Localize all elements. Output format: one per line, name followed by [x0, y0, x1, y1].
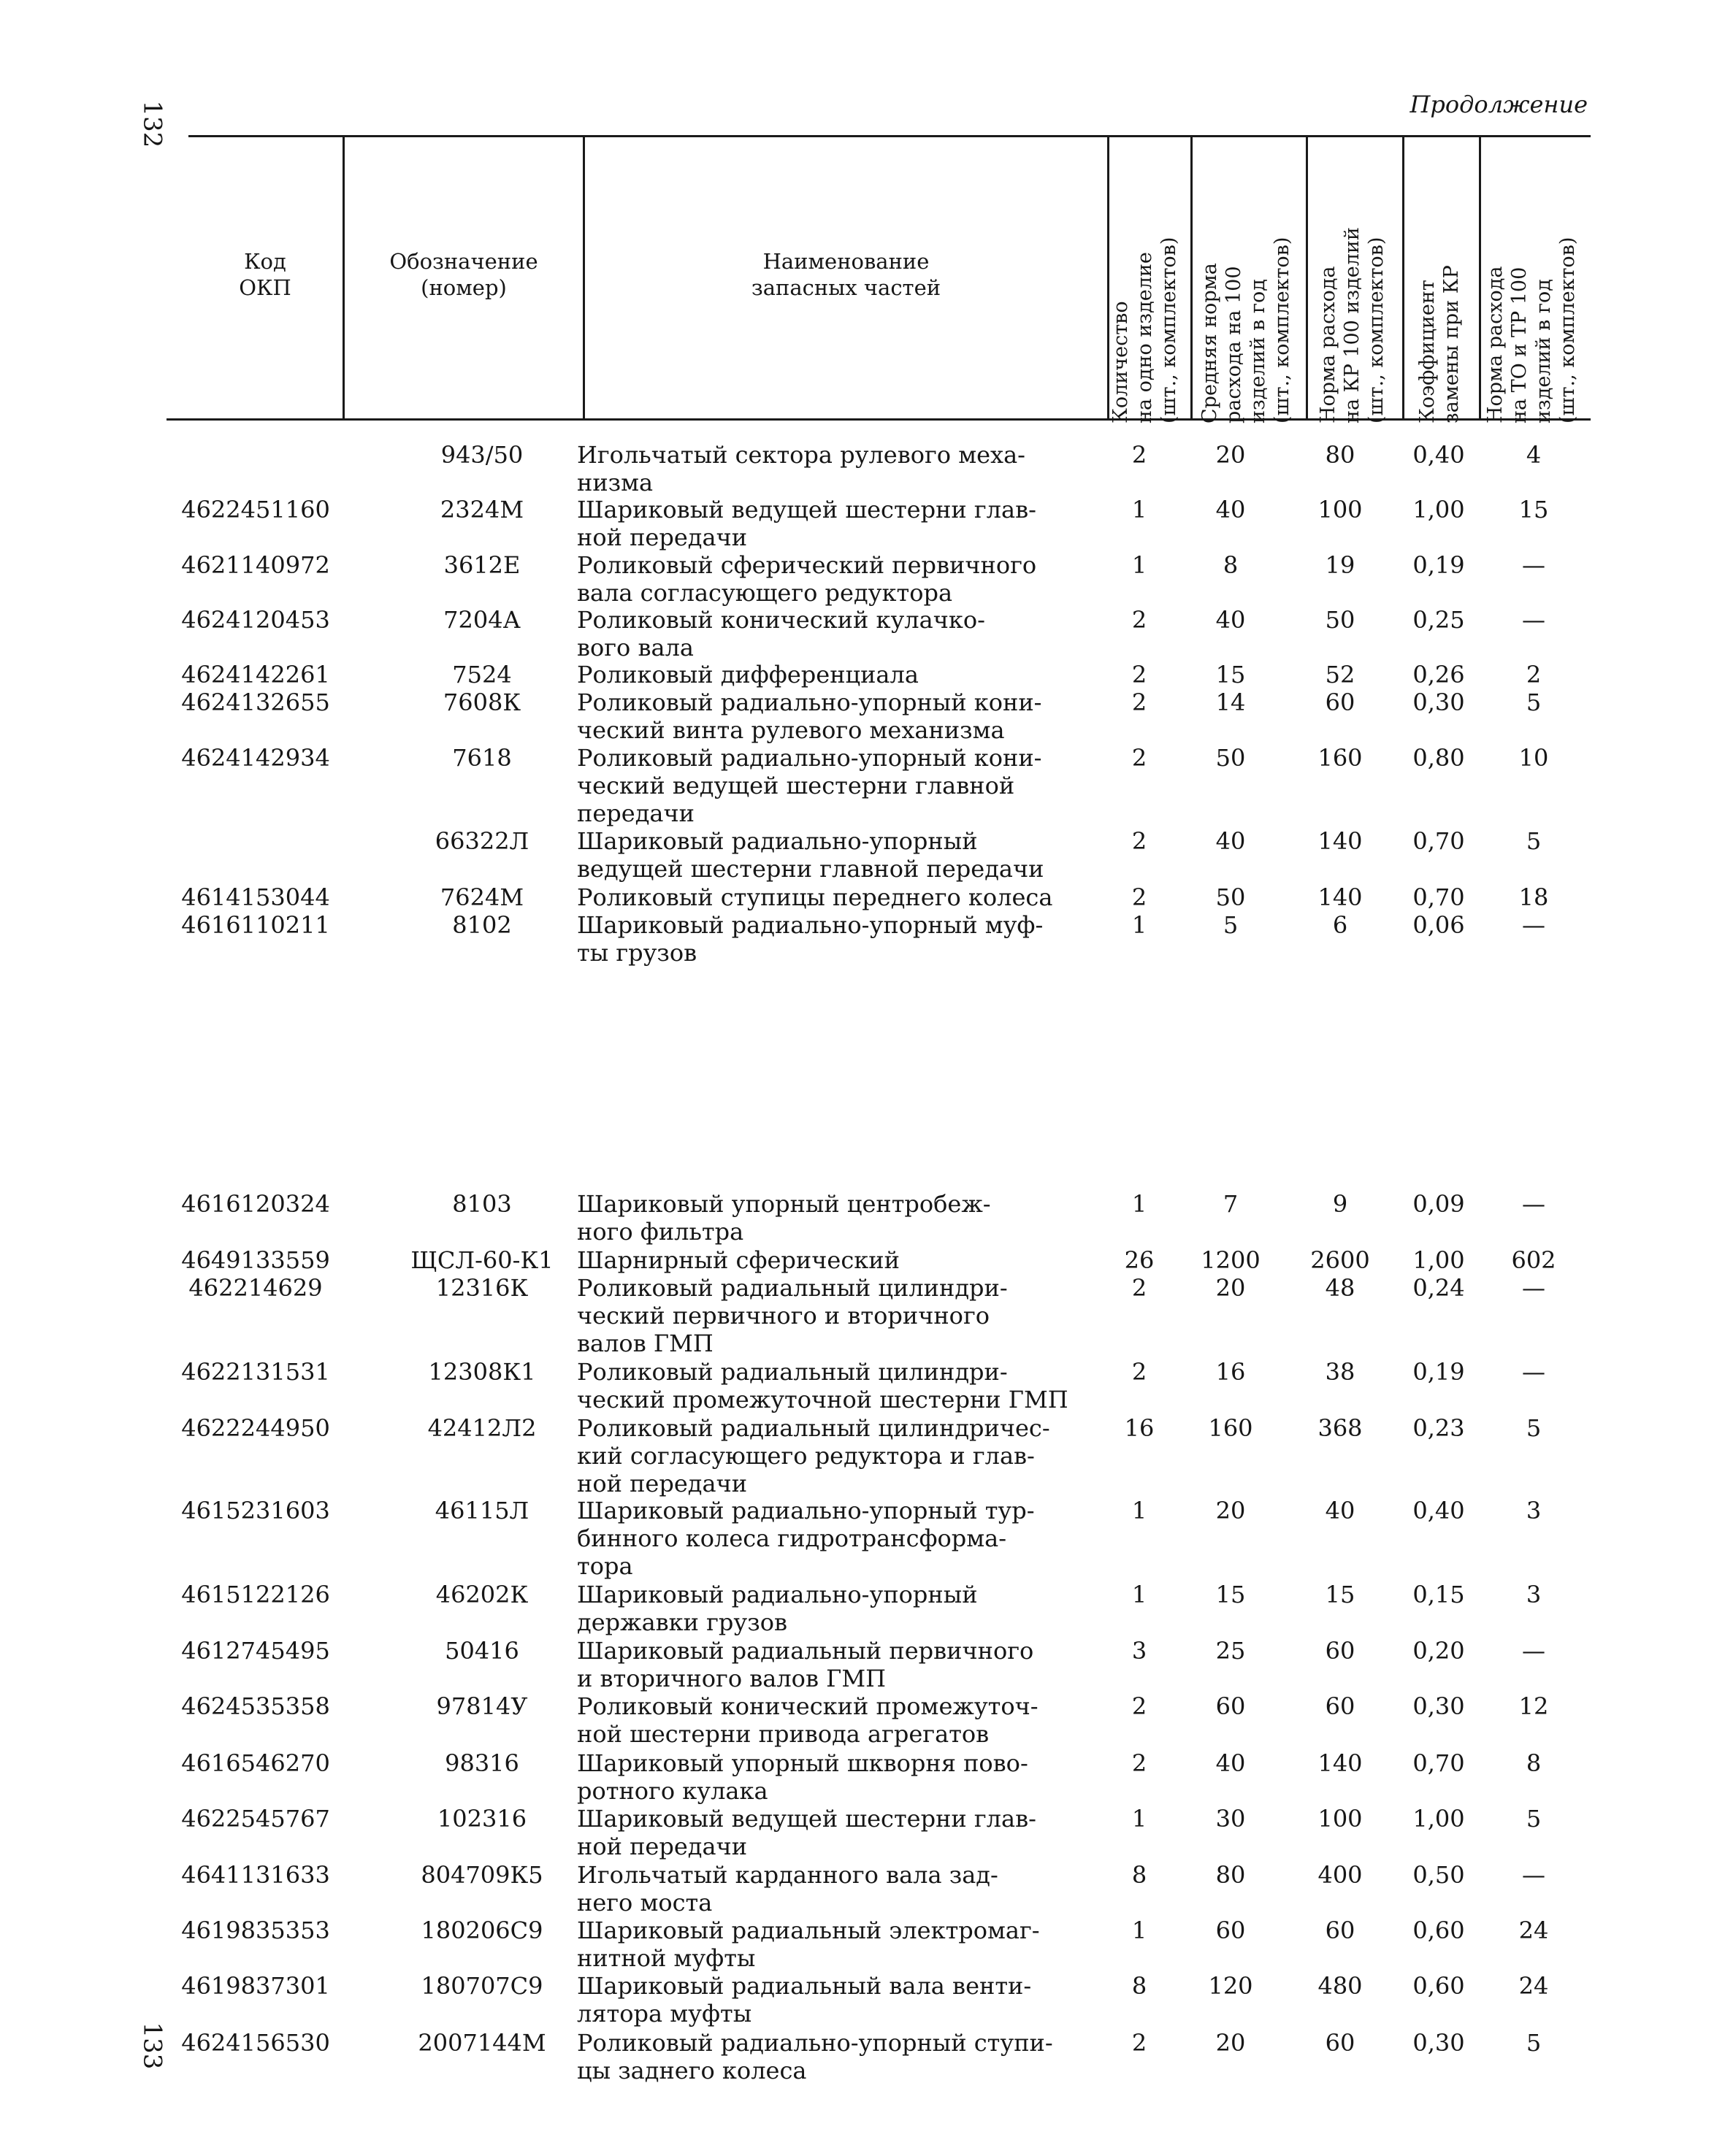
designation-cell: 46202К — [435, 1581, 529, 1608]
part-name-cell: Шариковый ведущей шестерни глав- ной передачи — [577, 496, 1036, 551]
designation-cell: 2324М — [440, 496, 524, 523]
to-norm-cell: 12 — [1518, 1692, 1549, 1720]
quantity-cell: 8 — [1131, 1861, 1147, 1889]
quantity-cell: 2 — [1131, 883, 1147, 911]
part-name-cell: Шариковый радиально-упорный державки грузов — [577, 1581, 978, 1636]
part-name-cell: Роликовый радиальный цилиндричес- кий согласующего редуктора и глав- ной передачи — [577, 1414, 1050, 1497]
quantity-cell: 1 — [1131, 496, 1147, 523]
average-norm-cell: 40 — [1215, 827, 1246, 855]
header-quantity: Количество на одно изделие (шт., комплектов) — [1109, 237, 1180, 423]
average-norm-cell: 25 — [1215, 1637, 1246, 1665]
quantity-cell: 2 — [1131, 441, 1147, 469]
part-name-cell: Роликовый сферический первичного вала согласующего редуктора — [577, 551, 1037, 607]
kr-norm-cell: 140 — [1317, 1749, 1363, 1777]
kr-norm-cell: 140 — [1317, 883, 1363, 911]
part-name-cell: Роликовый конический промежуточ- ной шестерни привода агрегатов — [577, 1692, 1039, 1748]
kr-norm-cell: 2600 — [1310, 1246, 1370, 1274]
designation-cell: 2007144М — [418, 2029, 546, 2057]
replacement-coefficient-cell: 0,30 — [1412, 1692, 1465, 1720]
kr-norm-cell: 9 — [1332, 1190, 1348, 1218]
average-norm-cell: 20 — [1215, 441, 1246, 469]
to-norm-cell: 5 — [1526, 827, 1542, 855]
header-divider — [1402, 135, 1404, 420]
kr-norm-cell: 160 — [1317, 744, 1363, 772]
designation-cell: 102316 — [437, 1805, 527, 1833]
designation-cell: 943/50 — [440, 441, 524, 469]
quantity-cell: 1 — [1131, 911, 1147, 939]
kr-norm-cell: 60 — [1325, 1637, 1355, 1665]
okp-code-cell: 4624142261 — [181, 661, 330, 688]
to-norm-cell: 602 — [1511, 1246, 1556, 1274]
part-name-cell: Шариковый радиальный вала венти- лятора муфты — [577, 1972, 1032, 2028]
designation-cell: 7624М — [440, 883, 524, 911]
header-kr-norm: Норма расхода на КР 100 изделий (шт., комплектов) — [1317, 227, 1388, 423]
part-name-cell: Роликовый ступицы переднего колеса — [577, 883, 1053, 911]
designation-cell: 12308К1 — [428, 1358, 536, 1386]
average-norm-cell: 50 — [1215, 883, 1246, 911]
header-code: Код ОКП — [239, 249, 291, 300]
part-name-cell: Шариковый радиально-упорный ведущей шестерни главной передачи — [577, 827, 1044, 883]
average-norm-cell: 160 — [1208, 1414, 1253, 1442]
quantity-cell: 2 — [1131, 744, 1147, 772]
to-norm-cell: — — [1522, 1190, 1545, 1218]
header-divider — [1479, 135, 1481, 420]
replacement-coefficient-cell: 0,24 — [1412, 1274, 1465, 1302]
part-name-cell: Роликовый радиально-упорный ступи- цы заднего колеса — [577, 2029, 1053, 2084]
okp-code-cell: 4622244950 — [181, 1414, 330, 1442]
okp-code-cell: 4622451160 — [181, 496, 330, 523]
designation-cell: 7608К — [443, 688, 521, 716]
average-norm-cell: 5 — [1223, 911, 1239, 939]
replacement-coefficient-cell: 0,26 — [1412, 661, 1465, 688]
average-norm-cell: 120 — [1208, 1972, 1253, 2000]
replacement-coefficient-cell: 0,80 — [1412, 744, 1465, 772]
replacement-coefficient-cell: 0,50 — [1412, 1861, 1465, 1889]
average-norm-cell: 20 — [1215, 1497, 1246, 1524]
replacement-coefficient-cell: 0,60 — [1412, 1972, 1465, 2000]
header-coefficient: Коэффициент замены при КР — [1416, 265, 1463, 423]
designation-cell: 8102 — [452, 911, 512, 939]
to-norm-cell: — — [1522, 551, 1545, 579]
to-norm-cell: 15 — [1518, 496, 1549, 523]
header-to-norm: Норма расхода на ТО и ТР 100 изделий в год (шт., комплектов) — [1484, 237, 1579, 423]
replacement-coefficient-cell: 1,00 — [1412, 496, 1465, 523]
header-designation: Обозначение (номер) — [389, 249, 538, 300]
okp-code-cell: 4616110211 — [181, 911, 330, 939]
to-norm-cell: 10 — [1518, 744, 1549, 772]
kr-norm-cell: 100 — [1317, 496, 1363, 523]
kr-norm-cell: 6 — [1332, 911, 1348, 939]
designation-cell: 66322Л — [435, 827, 529, 855]
part-name-cell: Игольчатый карданного вала зад- него моста — [577, 1861, 998, 1917]
designation-cell: 50416 — [445, 1637, 519, 1665]
kr-norm-cell: 100 — [1317, 1805, 1363, 1833]
quantity-cell: 2 — [1131, 1692, 1147, 1720]
designation-cell: 804709К5 — [421, 1861, 543, 1889]
quantity-cell: 1 — [1131, 551, 1147, 579]
kr-norm-cell: 140 — [1317, 827, 1363, 855]
kr-norm-cell: 60 — [1325, 688, 1355, 716]
average-norm-cell: 14 — [1215, 688, 1246, 716]
average-norm-cell: 40 — [1215, 1749, 1246, 1777]
quantity-cell: 2 — [1131, 827, 1147, 855]
header-divider — [1190, 135, 1193, 420]
kr-norm-cell: 400 — [1317, 1861, 1363, 1889]
to-norm-cell: — — [1522, 1358, 1545, 1386]
replacement-coefficient-cell: 0,70 — [1412, 883, 1465, 911]
replacement-coefficient-cell: 0,40 — [1412, 1497, 1465, 1524]
part-name-cell: Шариковый радиально-упорный муф- ты грузов — [577, 911, 1044, 967]
designation-cell: 98316 — [445, 1749, 519, 1777]
replacement-coefficient-cell: 0,06 — [1412, 911, 1465, 939]
kr-norm-cell: 40 — [1325, 1497, 1355, 1524]
to-norm-cell: 2 — [1526, 661, 1542, 688]
designation-cell: ЩСЛ-60-К1 — [410, 1246, 554, 1274]
right-page-number: 133 — [137, 2022, 167, 2070]
to-norm-cell: 8 — [1526, 1749, 1542, 1777]
quantity-cell: 8 — [1131, 1972, 1147, 2000]
part-name-cell: Шариковый радиальный электромаг- нитной муфты — [577, 1917, 1040, 1972]
average-norm-cell: 16 — [1215, 1358, 1246, 1386]
designation-cell: 12316К — [435, 1274, 529, 1302]
quantity-cell: 2 — [1131, 1274, 1147, 1302]
kr-norm-cell: 15 — [1325, 1581, 1355, 1608]
replacement-coefficient-cell: 0,09 — [1412, 1190, 1465, 1218]
okp-code-cell: 4624120453 — [181, 606, 330, 634]
quantity-cell: 2 — [1131, 688, 1147, 716]
header-average-norm: Средняя норма расхода на 100 изделий в год (шт., комплектов) — [1198, 237, 1293, 423]
okp-code-cell: 4624142934 — [181, 744, 330, 772]
quantity-cell: 1 — [1131, 1917, 1147, 1944]
part-name-cell: Шариковый упорный центробеж- ного фильтра — [577, 1190, 991, 1246]
designation-cell: 7204А — [443, 606, 521, 634]
kr-norm-cell: 38 — [1325, 1358, 1355, 1386]
replacement-coefficient-cell: 1,00 — [1412, 1246, 1465, 1274]
okp-code-cell: 4615122126 — [181, 1581, 330, 1608]
quantity-cell: 2 — [1131, 606, 1147, 634]
replacement-coefficient-cell: 0,40 — [1412, 441, 1465, 469]
replacement-coefficient-cell: 0,23 — [1412, 1414, 1465, 1442]
quantity-cell: 1 — [1131, 1581, 1147, 1608]
kr-norm-cell: 50 — [1325, 606, 1355, 634]
replacement-coefficient-cell: 0,25 — [1412, 606, 1465, 634]
okp-code-cell: 4622131531 — [181, 1358, 330, 1386]
quantity-cell: 1 — [1131, 1805, 1147, 1833]
okp-code-cell: 4619837301 — [181, 1972, 330, 2000]
okp-code-cell: 4616120324 — [181, 1190, 330, 1218]
part-name-cell: Роликовый радиально-упорный кони- ческий винта рулевого механизма — [577, 688, 1042, 744]
average-norm-cell: 20 — [1215, 2029, 1246, 2057]
part-name-cell: Роликовый радиальный цилиндри- ческий промежуточной шестерни ГМП — [577, 1358, 1068, 1413]
average-norm-cell: 50 — [1215, 744, 1246, 772]
designation-cell: 97814У — [436, 1692, 528, 1720]
kr-norm-cell: 52 — [1325, 661, 1355, 688]
to-norm-cell: 18 — [1518, 883, 1549, 911]
kr-norm-cell: 60 — [1325, 1692, 1355, 1720]
okp-code-cell: 4614153044 — [181, 883, 330, 911]
to-norm-cell: — — [1522, 1637, 1545, 1665]
average-norm-cell: 8 — [1223, 551, 1239, 579]
designation-cell: 7524 — [452, 661, 512, 688]
kr-norm-cell: 60 — [1325, 2029, 1355, 2057]
replacement-coefficient-cell: 0,15 — [1412, 1581, 1465, 1608]
quantity-cell: 3 — [1131, 1637, 1147, 1665]
to-norm-cell: 24 — [1518, 1917, 1549, 1944]
part-name-cell: Шариковый радиально-упорный тур- бинного колеса гидротрансформа- тора — [577, 1497, 1035, 1580]
to-norm-cell: 5 — [1526, 1805, 1542, 1833]
part-name-cell: Роликовый радиально-упорный кони- ческий ведущей шестерни главной передачи — [577, 744, 1042, 827]
to-norm-cell: 3 — [1526, 1497, 1542, 1524]
part-name-cell: Роликовый конический кулачко- вого вала — [577, 606, 985, 661]
part-name-cell: Шариковый ведущей шестерни глав- ной передачи — [577, 1805, 1036, 1860]
average-norm-cell: 40 — [1215, 606, 1246, 634]
kr-norm-cell: 60 — [1325, 1917, 1355, 1944]
average-norm-cell: 80 — [1215, 1861, 1246, 1889]
to-norm-cell: 24 — [1518, 1972, 1549, 2000]
okp-code-cell: 462214629 — [188, 1274, 323, 1302]
designation-cell: 180206С9 — [421, 1917, 543, 1944]
average-norm-cell: 30 — [1215, 1805, 1246, 1833]
okp-code-cell: 4615231603 — [181, 1497, 330, 1524]
okp-code-cell: 4612745495 — [181, 1637, 330, 1665]
designation-cell: 46115Л — [435, 1497, 529, 1524]
to-norm-cell: — — [1522, 911, 1545, 939]
replacement-coefficient-cell: 0,19 — [1412, 551, 1465, 579]
okp-code-cell: 4624535358 — [181, 1692, 330, 1720]
designation-cell: 3612Е — [443, 551, 521, 579]
kr-norm-cell: 368 — [1317, 1414, 1363, 1442]
to-norm-cell: — — [1522, 606, 1545, 634]
average-norm-cell: 7 — [1223, 1190, 1239, 1218]
okp-code-cell: 4619835353 — [181, 1917, 330, 1944]
replacement-coefficient-cell: 0,70 — [1412, 1749, 1465, 1777]
replacement-coefficient-cell: 0,30 — [1412, 688, 1465, 716]
header-name: Наименование запасных частей — [751, 249, 941, 300]
quantity-cell: 2 — [1131, 1749, 1147, 1777]
quantity-cell: 1 — [1131, 1190, 1147, 1218]
kr-norm-cell: 480 — [1317, 1972, 1363, 2000]
to-norm-cell: 4 — [1526, 441, 1542, 469]
part-name-cell: Роликовый радиальный цилиндри- ческий первичного и вторичного валов ГМП — [577, 1274, 1008, 1357]
quantity-cell: 26 — [1124, 1246, 1155, 1274]
continuation-label: Продолжение — [1410, 91, 1588, 118]
okp-code-cell: 4624132655 — [181, 688, 330, 716]
part-name-cell: Шарнирный сферический — [577, 1246, 900, 1274]
table-top-rule — [188, 135, 1591, 137]
quantity-cell: 16 — [1124, 1414, 1155, 1442]
average-norm-cell: 15 — [1215, 661, 1246, 688]
designation-cell: 180707С9 — [421, 1972, 543, 2000]
to-norm-cell: — — [1522, 1274, 1545, 1302]
average-norm-cell: 60 — [1215, 1917, 1246, 1944]
part-name-cell: Игольчатый сектора рулевого меха- низма — [577, 441, 1025, 496]
to-norm-cell: 5 — [1526, 1414, 1542, 1442]
kr-norm-cell: 48 — [1325, 1274, 1355, 1302]
to-norm-cell: 5 — [1526, 688, 1542, 716]
left-page-number: 132 — [137, 100, 167, 148]
okp-code-cell: 4622545767 — [181, 1805, 330, 1833]
part-name-cell: Шариковый упорный шкворня пово- ротного кулака — [577, 1749, 1028, 1805]
replacement-coefficient-cell: 0,20 — [1412, 1637, 1465, 1665]
quantity-cell: 2 — [1131, 661, 1147, 688]
quantity-cell: 2 — [1131, 2029, 1147, 2057]
quantity-cell: 2 — [1131, 1358, 1147, 1386]
to-norm-cell: 3 — [1526, 1581, 1542, 1608]
to-norm-cell: 5 — [1526, 2029, 1542, 2057]
part-name-cell: Шариковый радиальный первичного и вторичного валов ГМП — [577, 1637, 1034, 1692]
replacement-coefficient-cell: 0,70 — [1412, 827, 1465, 855]
okp-code-cell: 4641131633 — [181, 1861, 330, 1889]
kr-norm-cell: 19 — [1325, 551, 1355, 579]
average-norm-cell: 20 — [1215, 1274, 1246, 1302]
okp-code-cell: 4649133559 — [181, 1246, 330, 1274]
okp-code-cell: 4621140972 — [181, 551, 330, 579]
replacement-coefficient-cell: 0,19 — [1412, 1358, 1465, 1386]
replacement-coefficient-cell: 0,30 — [1412, 2029, 1465, 2057]
designation-cell: 8103 — [452, 1190, 512, 1218]
quantity-cell: 1 — [1131, 1497, 1147, 1524]
replacement-coefficient-cell: 1,00 — [1412, 1805, 1465, 1833]
designation-cell: 7618 — [452, 744, 512, 772]
replacement-coefficient-cell: 0,60 — [1412, 1917, 1465, 1944]
to-norm-cell: — — [1522, 1861, 1545, 1889]
okp-code-cell: 4624156530 — [181, 2029, 330, 2057]
average-norm-cell: 40 — [1215, 496, 1246, 523]
okp-code-cell: 4616546270 — [181, 1749, 330, 1777]
average-norm-cell: 1200 — [1201, 1246, 1261, 1274]
part-name-cell: Роликовый дифференциала — [577, 661, 919, 688]
header-divider — [1306, 135, 1308, 420]
average-norm-cell: 15 — [1215, 1581, 1246, 1608]
kr-norm-cell: 80 — [1325, 441, 1355, 469]
average-norm-cell: 60 — [1215, 1692, 1246, 1720]
designation-cell: 42412Л2 — [427, 1414, 537, 1442]
